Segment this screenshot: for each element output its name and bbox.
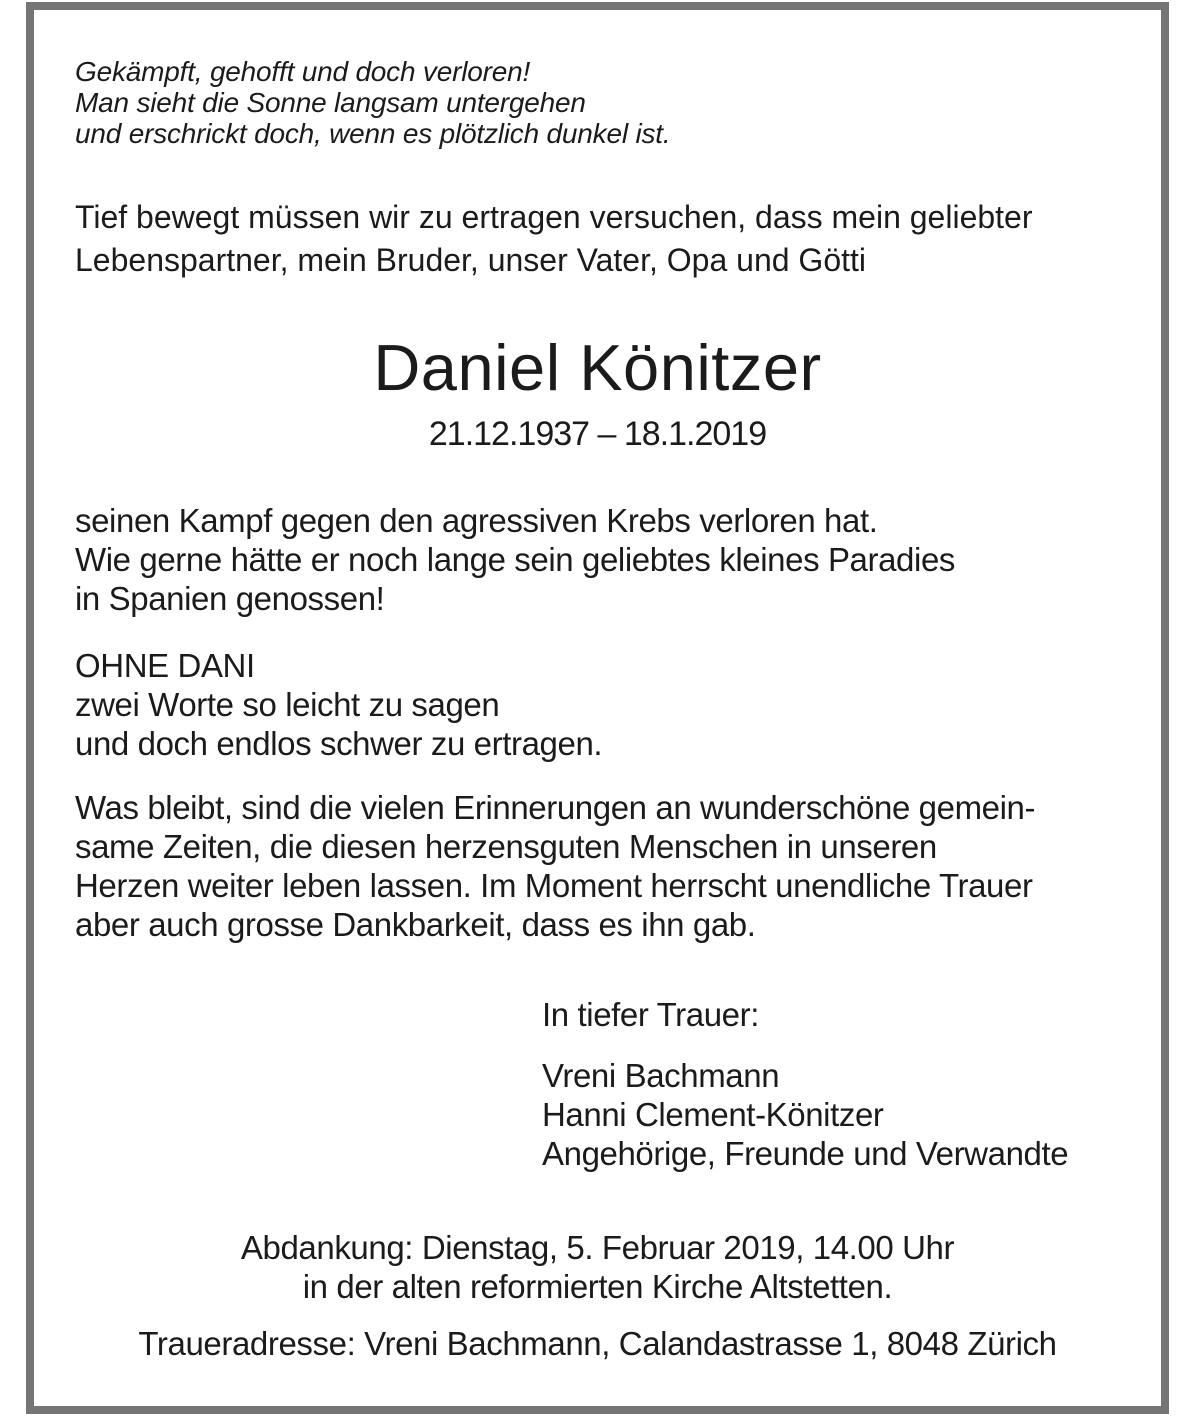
body-paragraph-1 (75, 501, 955, 618)
mourning-label: In tiefer Trauer: (542, 996, 759, 1033)
mourner-name: Hanni Clement-Könitzer (542, 1096, 884, 1133)
verse-quote (75, 56, 670, 149)
text-line: in Spanien genossen! (75, 580, 385, 617)
text-line: Wie gerne hätte er noch lange sein geliebtes kleines Paradies (75, 541, 955, 578)
service-line: in der alten reformierten Kirche Altstetten. (302, 1268, 893, 1305)
text-line: zwei Worte so leicht zu sagen (75, 686, 500, 723)
text-line: seinen Kampf gegen den agressiven Krebs verloren hat. (75, 502, 878, 539)
intro-line: Lebenspartner, mein Bruder, unser Vater, Opa und Götti (75, 242, 866, 278)
life-dates: 21.12.1937 – 18.1.2019 (428, 415, 767, 453)
text-line: und doch endlos schwer zu ertragen. (75, 725, 603, 762)
body-paragraph-3 (75, 788, 1035, 944)
intro-line: Tief bewegt müssen wir zu ertragen versuchen, dass mein geliebter (75, 199, 1033, 235)
mourner-name: Angehörige, Freunde und Verwandte (542, 1135, 1069, 1172)
service-line: Abdankung: Dienstag, 5. Februar 2019, 14.00 Uhr (240, 1229, 955, 1266)
text-line: Herzen weiter leben lassen. Im Moment herrscht unendliche Trauer (75, 867, 1033, 904)
mourner-name: Vreni Bachmann (542, 1057, 780, 1094)
verse-line: Man sieht die Sonne langsam untergehen (75, 87, 586, 118)
text-line: OHNE DANI (75, 647, 255, 684)
funeral-service-info (34, 1228, 1161, 1306)
text-line: Was bleibt, sind die vielen Erinnerungen an wunderschöne gemein- (75, 789, 1036, 826)
text-line: same Zeiten, die diesen herzensguten Menschen in unseren (75, 828, 937, 865)
body-paragraph-2 (75, 646, 602, 763)
text-line: aber auch grosse Dankbarkeit, dass es ihn gab. (75, 906, 756, 943)
verse-line: Gekämpft, gehofft und doch verloren! (75, 56, 531, 87)
intro-paragraph (75, 196, 1033, 282)
mourning-address: Traueradresse: Vreni Bachmann, Calandastrasse 1, 8048 Zürich (138, 1325, 1057, 1362)
verse-line: und erschrickt doch, wenn es plötzlich dunkel ist. (75, 118, 671, 149)
mourners-list (542, 1056, 1068, 1173)
deceased-name: Daniel Könitzer (373, 331, 822, 404)
